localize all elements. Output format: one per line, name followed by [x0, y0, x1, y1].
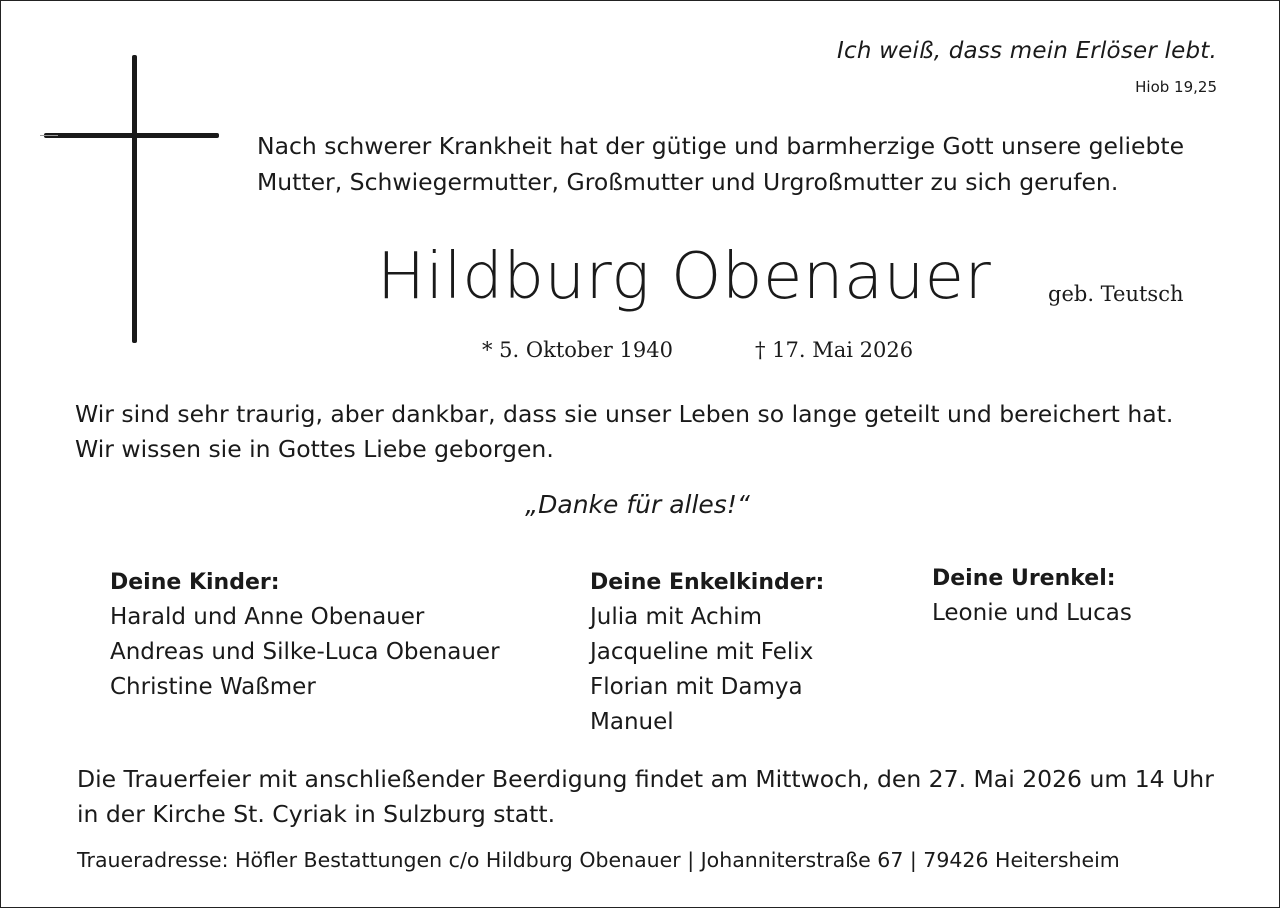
- thanks-text: „Danke für alles!“: [525, 490, 750, 519]
- great-grandchildren-column: [932, 561, 1132, 631]
- maiden-name: geb. Teutsch: [1048, 282, 1184, 306]
- children-column: [110, 565, 500, 705]
- service-info: Die Trauerfeier mit anschließender Beerdigung findet am Mittwoch, den 27. Mai 2026 um 14 Uhr in der Kirche St. Cyriak in Sulzburg statt.: [77, 765, 1214, 828]
- list-item: Andreas und Silke-Luca Obenauer: [110, 639, 500, 665]
- grandchildren-column: [590, 565, 824, 740]
- deceased-name: Hildburg Obenauer: [377, 240, 992, 314]
- children-heading: Deine Kinder:: [110, 570, 280, 595]
- mourning-address: Traueradresse: Höfler Bestattungen c/o Hildburg Obenauer | Johanniterstraße 67 | 79426 Heitersheim: [77, 848, 1120, 872]
- death-date: † 17. Mai 2026: [755, 338, 914, 362]
- intro-text: Nach schwerer Krankheit hat der gütige und barmherzige Gott unsere geliebte Mutter, Schwiegermutter, Großmutter und Urgroßmutter zu sich gerufen.: [257, 132, 1185, 196]
- grandchildren-heading: Deine Enkelkinder:: [590, 570, 825, 595]
- thanks-line: [0, 490, 1280, 519]
- list-item: Jacqueline mit Felix: [590, 639, 814, 665]
- bible-reference: Hiob 19,25: [1135, 78, 1217, 96]
- list-item: Julia mit Achim: [590, 604, 763, 630]
- bible-quote: Ich weiß, dass mein Erlöser lebt.: [836, 38, 1217, 64]
- list-item: Florian mit Damya: [590, 674, 803, 700]
- list-item: Harald und Anne Obenauer: [110, 604, 425, 630]
- list-item: Christine Waßmer: [110, 674, 316, 700]
- list-item: Manuel: [590, 709, 674, 735]
- list-item: Leonie und Lucas: [932, 600, 1132, 626]
- great-grandchildren-heading: Deine Urenkel:: [932, 566, 1116, 591]
- condolence-message: Wir sind sehr traurig, aber dankbar, dass sie unser Leben so lange geteilt und bereichert hat. Wir wissen sie in Gottes Liebe geborgen.: [75, 400, 1174, 463]
- birth-date: * 5. Oktober 1940: [482, 338, 673, 362]
